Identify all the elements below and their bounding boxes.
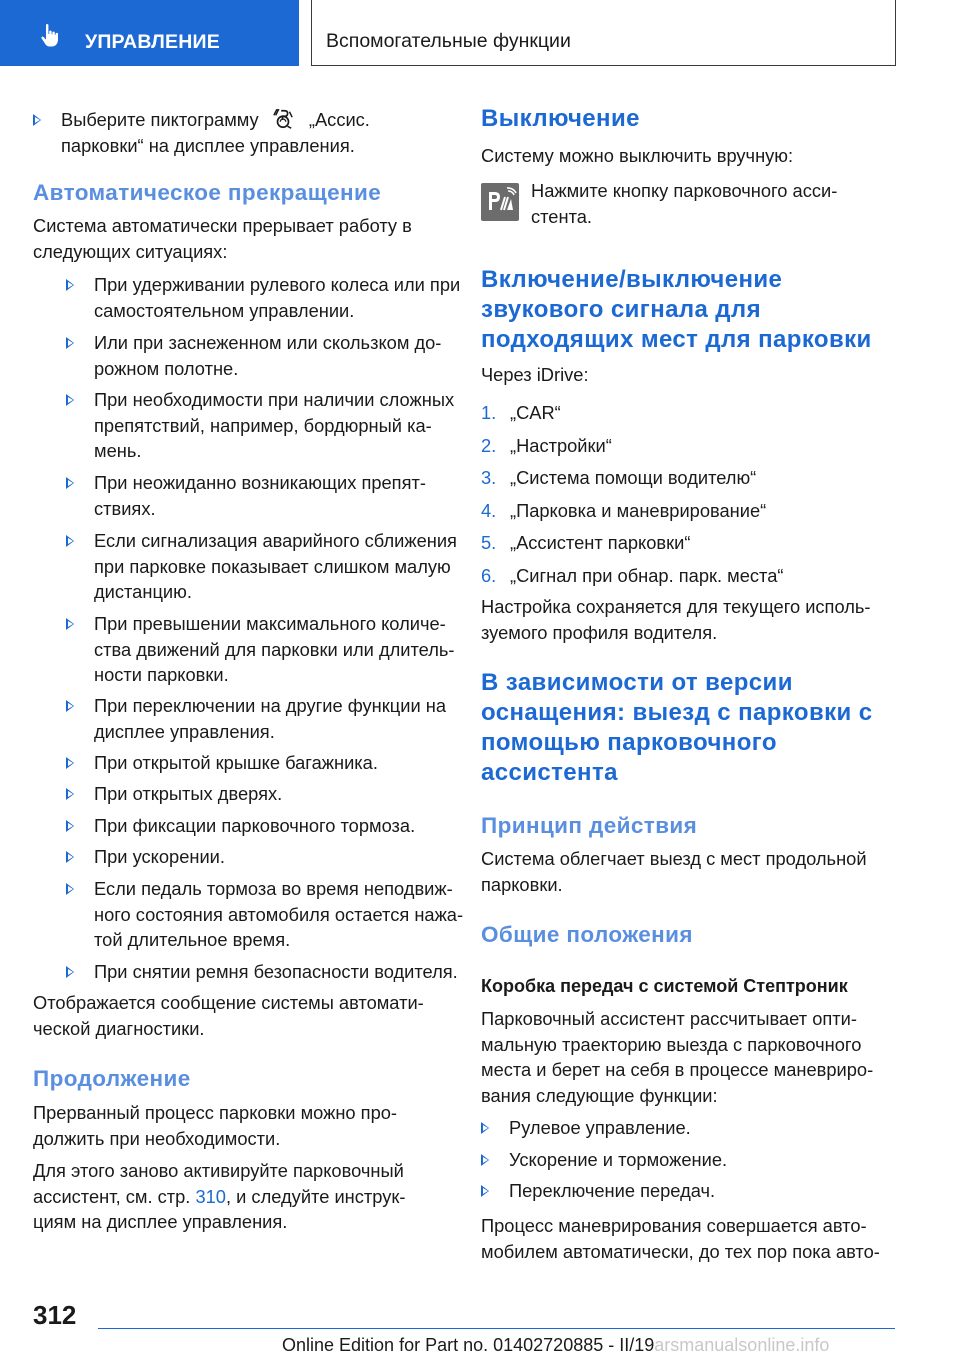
- step-number: 6.: [481, 565, 497, 586]
- heading-exit-parking: В зависимости от версии оснащения: выезд с парковки с помощью парковочного ассистента: [481, 669, 873, 786]
- hand-pointer-icon: [38, 22, 64, 48]
- message-text: Отображается сообщение системы автомати- ческой диагностики.: [33, 992, 424, 1039]
- bullet-text: Если педаль тормоза во время неподвиж-: [94, 878, 453, 899]
- chapter-title: Вспомогательные функции: [326, 30, 571, 52]
- footer-edition: Online Edition for Part no. 01402720885 - II/19arsmanualsonline.info: [282, 1335, 830, 1355]
- step-text: „Система помощи водителю“: [510, 467, 757, 489]
- auto-stop-text: Система автоматически прерывает работу в следующих ситуациях:: [33, 215, 412, 262]
- bullet-text: при парковке показывает слишком малую: [94, 555, 451, 577]
- step-number: 3.: [481, 467, 497, 489]
- principle-text: Система облегчает выезд с мест продольной парковки.: [481, 848, 867, 895]
- saved-text: Настройка сохраняется для текущего исполь- зуемого профиля водителя.: [481, 596, 871, 643]
- bullet-triangle-icon: [66, 618, 74, 630]
- step-text: „Сигнал при обнар. парк. места“: [510, 565, 784, 586]
- step-number: 4.: [481, 499, 497, 521]
- page-number: 312: [33, 1300, 77, 1330]
- bullet-text: При ускорении.: [94, 846, 225, 867]
- bullet-triangle-icon: [66, 279, 74, 291]
- bullet-triangle-icon: [66, 535, 74, 547]
- footer-divider: [98, 1328, 895, 1329]
- bullet-text: дистанцию.: [94, 581, 192, 603]
- bullet-text: Переключение передач.: [509, 1180, 716, 1201]
- parking-assistant-button-icon: [481, 183, 519, 221]
- bullet-text: ности парковки.: [94, 664, 229, 686]
- bullet-text: При снятии ремня безопасности водителя.: [94, 961, 458, 982]
- bullet-text: При открытой крышке багажника.: [94, 752, 378, 773]
- bullet-triangle-icon: [66, 394, 74, 406]
- bullet-text: рожном полотне.: [94, 357, 239, 379]
- bullet-text: парковки“ на дисплее управления.: [61, 134, 355, 156]
- bullet-text: ного состояния автомобиля остается нажа-: [94, 903, 464, 925]
- bullet-text: дисплее управления.: [94, 720, 275, 742]
- bullet-triangle-icon: [33, 114, 41, 126]
- bullet-text: При превышении максимального количе-: [94, 613, 446, 634]
- heading-principle: Принцип действия: [481, 813, 698, 838]
- bullet-text: той длительное время.: [94, 929, 291, 951]
- bullet-text: „Ассис.: [308, 109, 370, 130]
- step-number: 5.: [481, 532, 497, 554]
- heading-off: Выключение: [481, 105, 640, 132]
- bullet-triangle-icon: [66, 883, 74, 895]
- bullet-triangle-icon: [66, 966, 74, 978]
- step-number: 2.: [481, 434, 497, 456]
- bullet-text: При удерживании рулевого колеса или при: [94, 274, 461, 295]
- bullet-text: Или при заснеженном или скользком до-: [94, 332, 442, 353]
- bullet-text: При неожиданно возникающих препят-: [94, 472, 426, 493]
- bullet-text: Рулевое управление.: [509, 1117, 691, 1138]
- bullet-triangle-icon: [66, 851, 74, 863]
- heading-auto-stop: Автоматическое прекращение: [33, 180, 382, 205]
- bullet-triangle-icon: [66, 788, 74, 800]
- chapter-header: [311, 0, 896, 66]
- bullet-triangle-icon: [481, 1185, 489, 1197]
- gearbox-text: Парковочный ассистент рассчитывает опти- мальную траекторию выезда с парковочного места и берет на себя в процессе маневриро- вания следующие функции:: [481, 1008, 874, 1106]
- page-link[interactable]: 310: [195, 1185, 226, 1207]
- maneuver-text: Процесс маневрирования совершается авто- мобилем автоматически, до тех пор пока авто-: [481, 1215, 880, 1262]
- step-text: „Парковка и маневрирование“: [510, 499, 767, 521]
- reactivate-text: Для этого заново активируйте парковочный ассистент, см. стр. 310, и следуйте инструк- циям на дисплее управления.: [33, 1160, 406, 1233]
- bullet-text: При переключении на другие функции на: [94, 695, 447, 716]
- section-tab-label: УПРАВЛЕНИЕ: [85, 31, 220, 53]
- bullet-text: При фиксации парковочного тормоза.: [94, 815, 416, 836]
- off-text: Систему можно выключить вручную:: [481, 145, 794, 166]
- continue-text: Прерванный процесс парковки можно про- должить при необходимости.: [33, 1102, 397, 1149]
- section-tab[interactable]: [0, 0, 299, 66]
- bullet-text: Если сигнализация аварийного сближения: [94, 530, 457, 551]
- heading-gearbox: Коробка передач с системой Стептроник: [481, 976, 848, 996]
- bullet-text: При необходимости при наличии сложных: [94, 389, 455, 410]
- step-text: „CAR“: [510, 402, 561, 423]
- parking-assistant-icon: [270, 108, 296, 130]
- footer-watermark: arsmanualsonline.info: [654, 1335, 830, 1355]
- bullet-text: ствиях.: [94, 497, 156, 519]
- bullet-triangle-icon: [481, 1154, 489, 1166]
- bullet-triangle-icon: [66, 757, 74, 769]
- bullet-triangle-icon: [66, 337, 74, 349]
- bullet-triangle-icon: [66, 477, 74, 489]
- bullet-text: самостоятельном управлении.: [94, 299, 355, 321]
- heading-sound-signal: Включение/выключение звукового сигнала для подходящих мест для парковки: [481, 266, 872, 353]
- bullet-text: ства движений для парковки или длитель-: [94, 638, 455, 660]
- heading-continue: Продолжение: [33, 1066, 191, 1091]
- step-text: „Ассистент парковки“: [510, 532, 691, 554]
- bullet-text: Ускорение и торможение.: [509, 1149, 728, 1170]
- bullet-text: мень.: [94, 440, 142, 462]
- bullet-text: При открытых дверях.: [94, 783, 283, 804]
- bullet-text: Выберите пиктограмму: [61, 109, 259, 130]
- bullet-triangle-icon: [66, 700, 74, 712]
- step-number: 1.: [481, 402, 497, 423]
- bullet-triangle-icon: [66, 820, 74, 832]
- via-idrive-text: Через iDrive:: [481, 364, 589, 385]
- step-text: „Настройки“: [510, 434, 612, 456]
- bullet-triangle-icon: [481, 1122, 489, 1134]
- heading-general: Общие положения: [481, 922, 693, 947]
- off-button-text: Нажмите кнопку парковочного асси- стента.: [531, 180, 838, 227]
- bullet-text: препятствий, например, бордюрный ка-: [94, 414, 432, 436]
